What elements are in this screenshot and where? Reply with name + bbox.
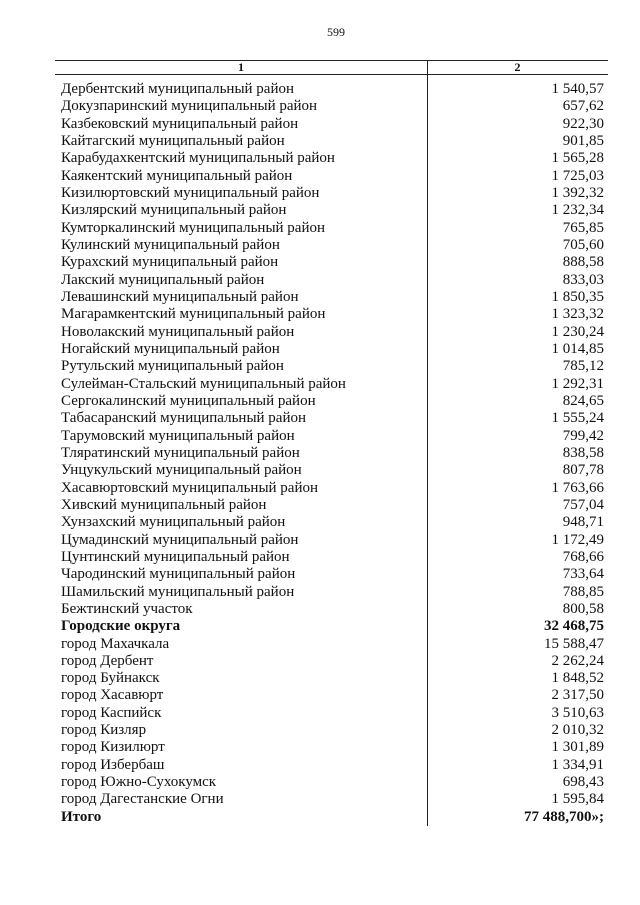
row-name: город Махачкала bbox=[61, 635, 170, 652]
table-row bbox=[55, 497, 608, 514]
row-name: Дербентский муниципальный район bbox=[61, 81, 295, 97]
row-value: 757,04 bbox=[562, 496, 604, 513]
table-row bbox=[55, 445, 608, 462]
row-name: Тарумовский муниципальный район bbox=[61, 427, 295, 444]
row-value: 833,03 bbox=[562, 271, 604, 288]
row-value: 785,12 bbox=[562, 358, 604, 375]
row-name: Чародинский муниципальный район bbox=[61, 566, 296, 583]
row-value: 2 317,50 bbox=[551, 687, 604, 704]
table-row bbox=[55, 428, 608, 445]
row-name: город Избербаш bbox=[61, 756, 165, 773]
row-value: 765,85 bbox=[562, 219, 604, 236]
table-row bbox=[55, 757, 608, 774]
row-value: 1 848,52 bbox=[551, 670, 604, 687]
table-row bbox=[55, 636, 608, 653]
row-name: Городские округа bbox=[61, 618, 181, 635]
table-row bbox=[55, 791, 608, 808]
row-value: 1 540,57 bbox=[551, 81, 604, 97]
table-row bbox=[55, 185, 608, 202]
row-value: 1 392,32 bbox=[551, 184, 604, 201]
table-row bbox=[55, 168, 608, 185]
table-row bbox=[55, 653, 608, 670]
row-name: Унцукульский муниципальный район bbox=[61, 462, 302, 479]
table-row bbox=[55, 584, 608, 601]
row-name: Магарамкентский муниципальный район bbox=[61, 306, 326, 323]
table-row-total bbox=[55, 809, 608, 826]
column-divider bbox=[427, 60, 428, 826]
column-header-2: 2 bbox=[514, 60, 521, 74]
row-name: Новолакский муниципальный район bbox=[61, 323, 295, 340]
table-header bbox=[55, 60, 608, 75]
table-row bbox=[55, 705, 608, 722]
row-value: 768,66 bbox=[562, 548, 604, 565]
row-value: 1 763,66 bbox=[551, 479, 604, 496]
row-value: 1 334,91 bbox=[551, 756, 604, 773]
row-value: 2 010,32 bbox=[551, 722, 604, 739]
table-row bbox=[55, 289, 608, 306]
row-name: Кайтагский муниципальный район bbox=[61, 132, 285, 149]
table-row bbox=[55, 774, 608, 791]
table-row bbox=[55, 532, 608, 549]
table-row bbox=[55, 670, 608, 687]
table-row bbox=[55, 462, 608, 479]
table-row bbox=[55, 739, 608, 756]
row-name: город Кизляр bbox=[61, 722, 147, 739]
row-value: 1 565,28 bbox=[551, 150, 604, 167]
row-value: 698,43 bbox=[562, 774, 604, 791]
row-name: Лакский муниципальный район bbox=[61, 271, 265, 288]
row-name: Цунтинский муниципальный район bbox=[61, 548, 290, 565]
row-value: 824,65 bbox=[562, 392, 604, 409]
row-name: Хасавюртовский муниципальный район bbox=[61, 479, 319, 496]
row-name: Сергокалинский муниципальный район bbox=[61, 392, 316, 409]
table-row bbox=[55, 687, 608, 704]
row-name: Каякентский муниципальный район bbox=[61, 167, 293, 184]
row-name: Шамильский муниципальный район bbox=[61, 583, 295, 600]
row-name: Табасаранский муниципальный район bbox=[61, 410, 307, 427]
row-name: город Дербент bbox=[61, 652, 154, 669]
row-value: 32 468,75 bbox=[544, 618, 604, 635]
row-value: 799,42 bbox=[562, 427, 604, 444]
row-value: 733,64 bbox=[562, 566, 604, 583]
table-row bbox=[55, 81, 608, 98]
row-value: 2 262,24 bbox=[551, 652, 604, 669]
row-value: 77 488,700»; bbox=[524, 808, 604, 825]
row-value: 705,60 bbox=[562, 236, 604, 253]
row-value: 888,58 bbox=[562, 254, 604, 271]
table-row bbox=[55, 566, 608, 583]
row-name: Левашинский муниципальный район bbox=[61, 288, 299, 305]
table-row bbox=[55, 376, 608, 393]
table-row bbox=[55, 549, 608, 566]
row-name: город Хасавюрт bbox=[61, 687, 164, 704]
row-name: Курахский муниципальный район bbox=[61, 254, 279, 271]
row-value: 657,62 bbox=[562, 98, 604, 115]
row-name: Ногайский муниципальный район bbox=[61, 340, 280, 357]
table-row bbox=[55, 410, 608, 427]
row-value: 922,30 bbox=[562, 115, 604, 132]
row-name: город Каспийск bbox=[61, 704, 162, 721]
row-value: 807,78 bbox=[562, 462, 604, 479]
row-value: 1 850,35 bbox=[551, 288, 604, 305]
table-row bbox=[55, 220, 608, 237]
row-name: Цумадинский муниципальный район bbox=[61, 531, 299, 548]
table-row bbox=[55, 393, 608, 410]
table-row bbox=[55, 116, 608, 133]
row-value: 838,58 bbox=[562, 444, 604, 461]
table-row bbox=[55, 272, 608, 289]
row-value: 3 510,63 bbox=[551, 704, 604, 721]
row-name: Карабудахкентский муниципальный район bbox=[61, 150, 335, 167]
row-value: 15 588,47 bbox=[544, 635, 604, 652]
table-row bbox=[55, 306, 608, 323]
page-number: 599 bbox=[327, 25, 345, 39]
row-name: Хунзахский муниципальный район bbox=[61, 514, 286, 531]
row-value: 1 555,24 bbox=[551, 410, 604, 427]
row-name: Докузпаринский муниципальный район bbox=[61, 98, 318, 115]
data-table bbox=[55, 60, 608, 826]
table-body bbox=[55, 75, 608, 826]
table-row bbox=[55, 514, 608, 531]
row-value: 1 230,24 bbox=[551, 323, 604, 340]
table-row bbox=[55, 601, 608, 618]
row-name: Бежтинский участок bbox=[61, 600, 193, 617]
table-row bbox=[55, 133, 608, 150]
row-value: 1 725,03 bbox=[551, 167, 604, 184]
table-row bbox=[55, 324, 608, 341]
table-row bbox=[55, 358, 608, 375]
column-header-1: 1 bbox=[238, 60, 244, 74]
table-row bbox=[55, 150, 608, 167]
table-row bbox=[55, 254, 608, 271]
row-name: Кизлярский муниципальный район bbox=[61, 202, 287, 219]
row-name: город Южно-Сухокумск bbox=[61, 774, 217, 791]
row-value: 1 323,32 bbox=[551, 306, 604, 323]
row-name: Итого bbox=[61, 808, 102, 825]
row-name: Рутульский муниципальный район bbox=[61, 358, 284, 375]
table-row bbox=[55, 722, 608, 739]
row-value: 1 595,84 bbox=[551, 791, 604, 808]
row-value: 1 301,89 bbox=[551, 739, 604, 756]
row-name: Казбековский муниципальный район bbox=[61, 115, 299, 132]
row-value: 1 172,49 bbox=[551, 531, 604, 548]
row-name: город Кизилюрт bbox=[61, 739, 165, 756]
row-value: 1 232,34 bbox=[551, 202, 604, 219]
row-name: Хивский муниципальный район bbox=[61, 496, 267, 513]
table-row-total bbox=[55, 618, 608, 635]
row-name: Тляратинский муниципальный район bbox=[61, 444, 300, 461]
table-row bbox=[55, 237, 608, 254]
row-value: 948,71 bbox=[562, 514, 604, 531]
row-value: 1 014,85 bbox=[551, 340, 604, 357]
table-row bbox=[55, 202, 608, 219]
row-name: Сулейман-Стальский муниципальный район bbox=[61, 375, 346, 392]
row-value: 800,58 bbox=[562, 600, 604, 617]
row-name: Кумторкалинский муниципальный район bbox=[61, 219, 326, 236]
table-row bbox=[55, 341, 608, 358]
row-value: 901,85 bbox=[562, 132, 604, 149]
row-name: город Дагестанские Огни bbox=[61, 791, 224, 808]
row-name: Кулинский муниципальный район bbox=[61, 236, 280, 253]
table-row bbox=[55, 480, 608, 497]
row-value: 1 292,31 bbox=[551, 375, 604, 392]
row-name: Кизилюртовский муниципальный район bbox=[61, 184, 320, 201]
table-row bbox=[55, 98, 608, 115]
row-value: 788,85 bbox=[562, 583, 604, 600]
row-name: город Буйнакск bbox=[61, 670, 160, 687]
